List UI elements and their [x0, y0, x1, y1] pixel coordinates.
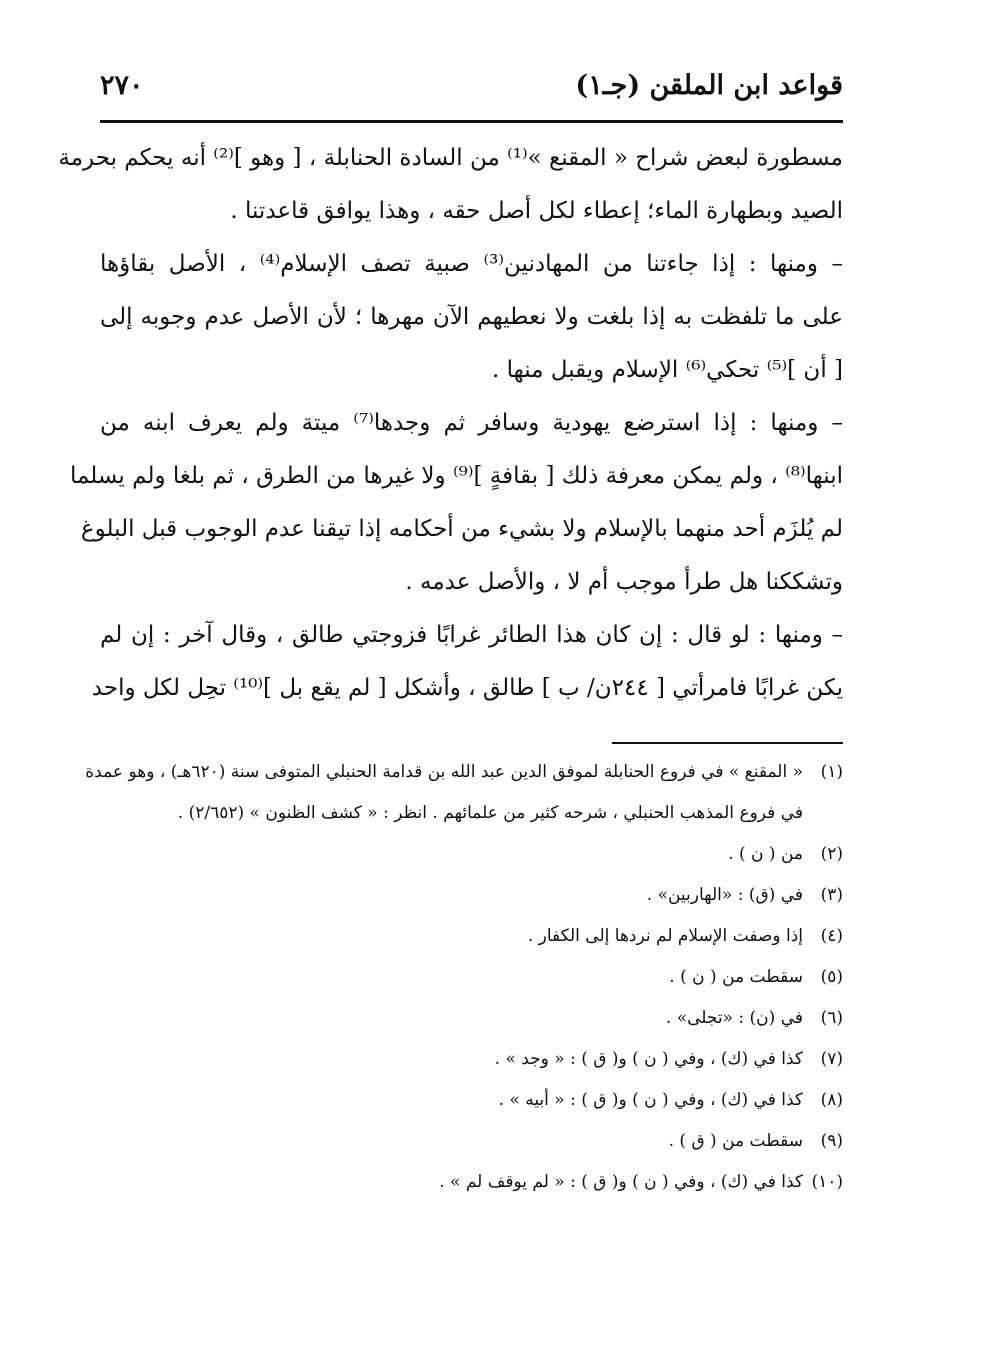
- footnote-line: كذا في (ك) ، وفي ( ن ) و( ق ) : « وجد » .: [494, 1049, 803, 1069]
- footnote-number: (١): [820, 762, 843, 782]
- body-line: – ومنها : إذا جاءتنا من المهادنين⁽³⁾ صبية تصف الإسلام⁽⁴⁾ ، الأصل بقاؤها: [100, 251, 843, 277]
- footnote-number: (٩): [820, 1131, 843, 1151]
- footnote-line: كذا في (ك) ، وفي ( ن ) و( ق ) : « أبيه » .: [498, 1090, 803, 1110]
- footnote-divider: [612, 742, 843, 744]
- footnote-line: في (ن) : «تجلى» .: [665, 1008, 803, 1028]
- footnote-line: في (ق) : «الهاربين» .: [646, 885, 803, 905]
- footnote-line: كذا في (ك) ، وفي ( ن ) و( ق ) : « لم يوقف لم » .: [439, 1172, 803, 1192]
- footnote-text: [100, 916, 803, 957]
- footnote-number: (٣): [820, 885, 843, 905]
- footnote-item: [100, 1080, 843, 1121]
- body-line: – ومنها : لو قال : إن كان هذا الطائر غرابًا فزوجتي طالق ، وقال آخر : إن لم: [100, 622, 843, 648]
- body-line: يكن غرابًا فامرأتي [ ٢٤٤ن/ ب ] طالق ، وأشكل [ لم يقع بل ]⁽¹⁰⁾ تحِل لكل واحد: [91, 675, 843, 701]
- body-line: – ومنها : إذا استرضع يهودية وسافر ثم وجدها⁽⁷⁾ ميتة ولم يعرف ابنه من: [100, 410, 843, 436]
- footnote-text: [85, 752, 803, 834]
- footnote-line: في فروع المذهب الحنبلي ، شرحه كثير من علمائهم . انظر : « كشف الظنون » (٢/٦٥٢) .: [177, 803, 803, 823]
- footnote-text: [100, 875, 803, 916]
- footnote-item: [100, 998, 843, 1039]
- footnote-text: [100, 1080, 803, 1121]
- body-line: مسطورة لبعض شراح « المقنع »⁽¹⁾ من السادة الحنابلة ، [ وهو ]⁽²⁾ أنه يحكم بحرمة: [58, 145, 843, 171]
- footnote-text: [100, 957, 803, 998]
- footnote-item: [100, 916, 843, 957]
- page-header: [100, 70, 843, 110]
- footnote-item: [100, 1039, 843, 1080]
- footnote-text: [100, 1121, 803, 1162]
- page-number: ٢٧٠: [100, 70, 144, 101]
- body-line: لم يُلزَم أحد منهما بالإسلام ولا بشيء من أحكامه إذا تيقنا عدم الوجوب قبل البلوغ: [80, 516, 843, 542]
- footnote-text: [100, 998, 803, 1039]
- footnote-text: [100, 834, 803, 875]
- footnote-number: (٤): [820, 926, 843, 946]
- footnotes-list: [85, 752, 843, 1203]
- body-line: [ أن ]⁽⁵⁾ تحكي⁽⁶⁾ الإسلام ويقبل منها .: [491, 357, 843, 383]
- body-line: الصيد وبطهارة الماء؛ إعطاء لكل أصل حقه ، وهذا يوافق قاعدتنا .: [230, 198, 843, 224]
- footnote-text: [100, 1039, 803, 1080]
- body-line: على ما تلفظت به إذا بلغت ولا نعطيهم الآن مهرها ؛ لأن الأصل عدم وجوبه إلى: [100, 304, 843, 330]
- footnote-text: [100, 1162, 803, 1203]
- main-text: [58, 132, 843, 715]
- footnote-line: سقطت من ( ق ) .: [668, 1131, 803, 1151]
- footnote-item: [100, 1162, 843, 1203]
- header-divider: [100, 120, 843, 123]
- footnote-line: إذا وصفت الإسلام لم نردها إلى الكفار .: [527, 926, 803, 946]
- body-line: وتشككنا هل طرأ موجب أم لا ، والأصل عدمه .: [405, 569, 843, 595]
- footnote-number: (٧): [820, 1049, 843, 1069]
- footnote-number: (٦): [820, 1008, 843, 1028]
- footnote-number: (٨): [820, 1090, 843, 1110]
- footnote-item: [100, 834, 843, 875]
- footnote-number: (٥): [820, 967, 843, 987]
- footnote-item: [100, 957, 843, 998]
- body-line: ابنها⁽⁸⁾ ، ولم يمكن معرفة ذلك [ بقافةٍ ]⁽⁹⁾ ولا غيرها من الطرق ، ثم بلغا ولم يسلما: [70, 463, 843, 489]
- footnote-line: « المقنع » في فروع الحنابلة لموفق الدين عبد الله بن قدامة الحنبلي المتوفى سنة (٦٢٠هـ) ، وهو عمدة: [85, 762, 803, 782]
- footnote-number: (٢): [820, 844, 843, 864]
- footnote-item: [100, 875, 843, 916]
- footnote-item: [85, 752, 843, 834]
- footnote-item: [100, 1121, 843, 1162]
- footnote-line: سقطت من ( ن ) .: [669, 967, 803, 987]
- footnote-number: (١٠): [811, 1172, 843, 1192]
- footnote-line: من ( ن ) .: [728, 844, 803, 864]
- running-title: قواعد ابن الملقن (جـ١): [575, 70, 843, 101]
